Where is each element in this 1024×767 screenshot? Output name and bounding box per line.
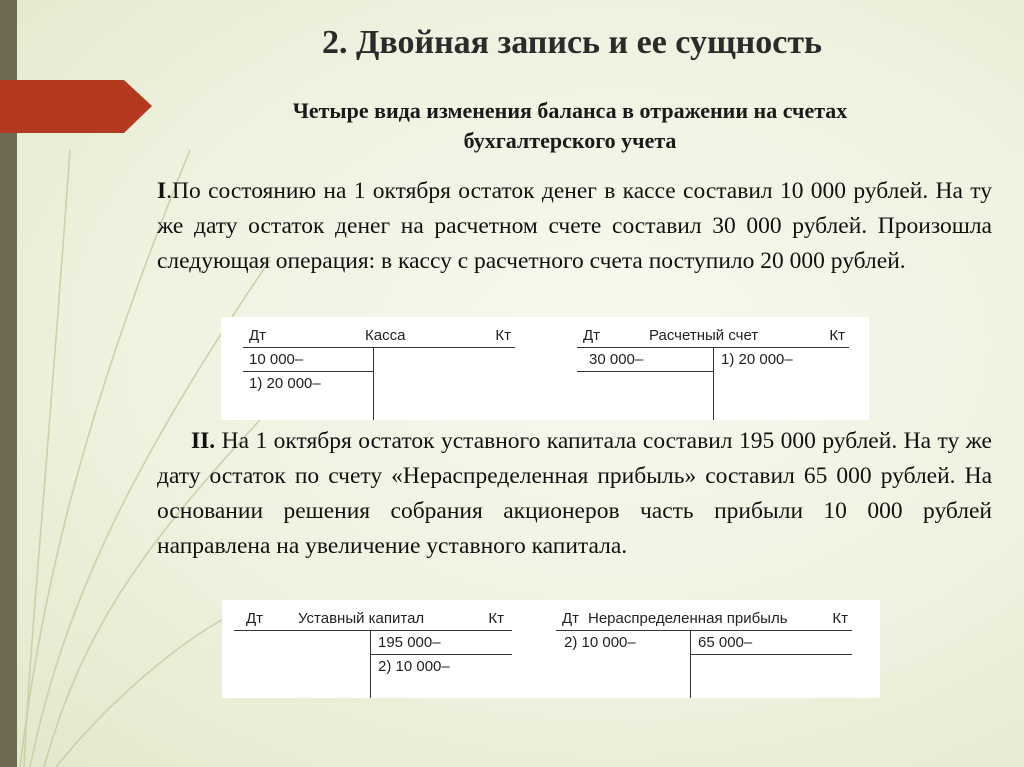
row-separator bbox=[243, 371, 373, 372]
debit-entry: 2) 10 000– bbox=[564, 634, 636, 651]
t-account-header bbox=[577, 325, 849, 348]
t-account-header bbox=[556, 608, 852, 631]
credit-label: Кт bbox=[488, 610, 504, 627]
case-1-accounts bbox=[221, 317, 869, 420]
row-separator bbox=[690, 654, 852, 655]
red-arrow-banner bbox=[0, 80, 152, 133]
credit-label: Кт bbox=[832, 610, 848, 627]
debit-entry: 10 000– bbox=[249, 351, 304, 368]
case-2-paragraph bbox=[157, 424, 992, 564]
debit-label: Дт bbox=[249, 327, 267, 344]
debit-entry: 30 000– bbox=[589, 351, 644, 368]
debit-label: Дт bbox=[246, 610, 264, 627]
case-2-numeral: II. bbox=[191, 428, 216, 454]
page-title: 2. Двойная запись и ее сущность bbox=[321, 24, 823, 61]
case-1-text: .По состоянию на 1 октября остаток денег в кассе составил 10 000 рублей. На ту же дату остаток денег на расчетном счете составил 30 000 рублей. Произошла следующая операция: в кассу с расчетного счета поступило 20 000 рублей. bbox=[157, 178, 992, 274]
t-account-neraspredelennaya-pribyl bbox=[556, 600, 852, 698]
credit-entry: 1) 20 000– bbox=[721, 351, 793, 368]
debit-label: Дт bbox=[583, 327, 601, 344]
case-1-paragraph bbox=[157, 174, 992, 279]
case-2-accounts bbox=[222, 600, 880, 698]
credit-entry: 195 000– bbox=[378, 634, 441, 651]
account-name: Расчетный счет bbox=[649, 327, 759, 344]
case-1-numeral: I bbox=[157, 178, 167, 204]
t-account-divider bbox=[690, 630, 691, 698]
t-account-divider bbox=[370, 630, 371, 698]
credit-entry: 65 000– bbox=[698, 634, 753, 651]
t-account-header bbox=[243, 325, 515, 348]
case-2-text: На 1 октября остаток уставного капитала составил 195 000 рублей. На ту же дату остаток по счету «Нераспределенная прибыль» составил 65 000 рублей. На основании решения собрания акционеров часть прибыли 10 000 рублей направлена на увеличение уставного капитала. bbox=[157, 428, 992, 559]
subtitle-line-2: бухгалтерского учета bbox=[463, 128, 677, 153]
credit-entry: 2) 10 000– bbox=[378, 658, 450, 675]
account-name: Уставный капитал bbox=[298, 610, 425, 627]
t-account-ustavny-kapital bbox=[234, 600, 512, 698]
subtitle bbox=[200, 96, 940, 156]
row-separator bbox=[577, 371, 713, 372]
account-name: Касса bbox=[365, 327, 406, 344]
debit-label: Дт bbox=[562, 610, 580, 627]
credit-label: Кт bbox=[495, 327, 511, 344]
row-separator bbox=[370, 654, 512, 655]
debit-entry: 1) 20 000– bbox=[249, 375, 321, 392]
t-account-divider bbox=[713, 347, 714, 420]
t-account-raschetny-schet bbox=[577, 317, 849, 420]
t-account-divider bbox=[373, 347, 374, 420]
t-account-header bbox=[234, 608, 512, 631]
t-account-kassa bbox=[243, 317, 515, 420]
credit-label: Кт bbox=[829, 327, 845, 344]
subtitle-line-1: Четыре вида изменения баланса в отражении на счетах bbox=[292, 98, 848, 123]
account-name: Нераспределенная прибыль bbox=[588, 610, 788, 627]
